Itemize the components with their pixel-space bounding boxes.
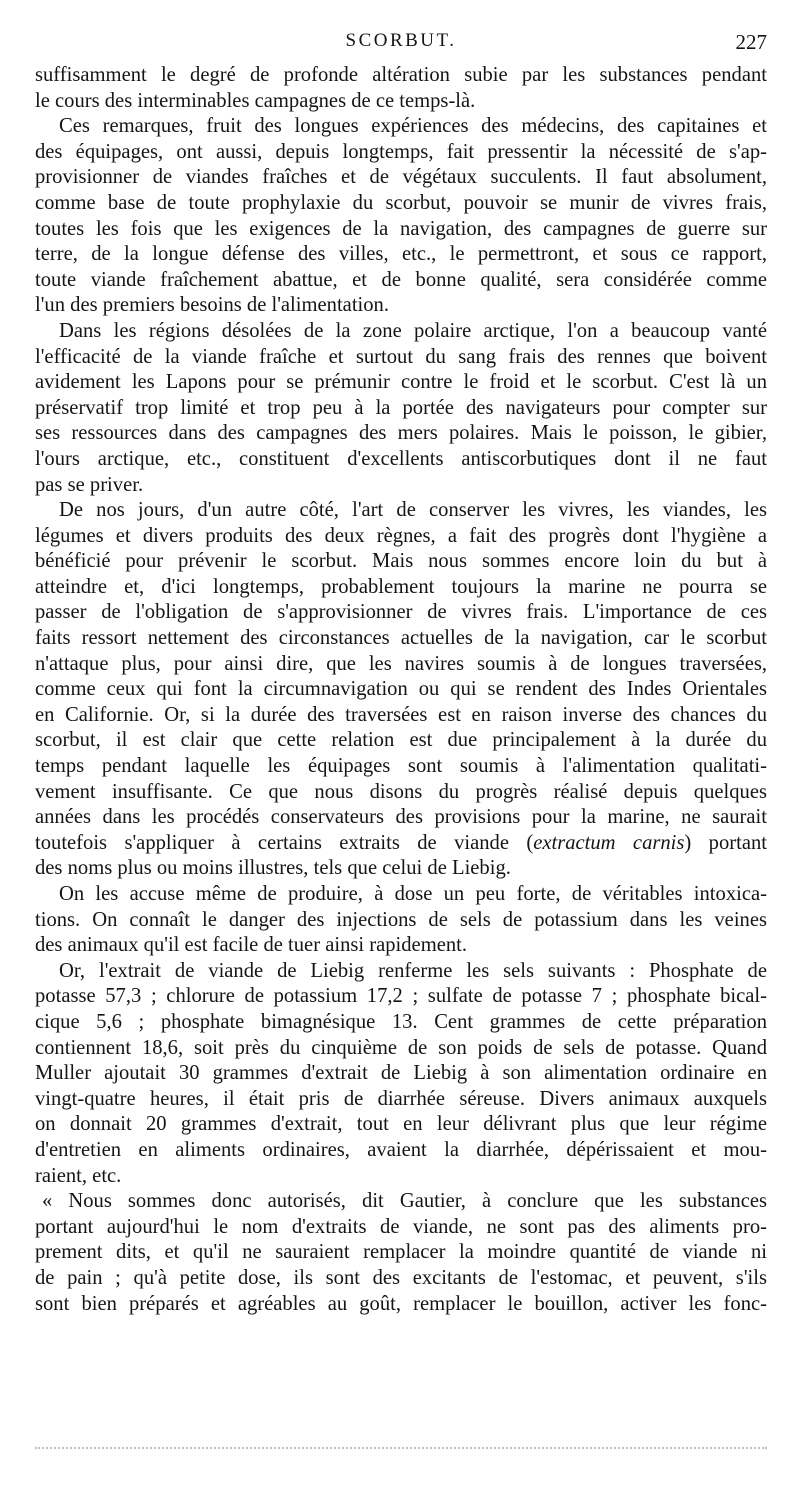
- text-line: l'ours arctique, etc., constituent d'excellents antiscorbutiques dont il ne faut: [35, 447, 767, 470]
- text-line: comme ceux qui font la circumnavigation ou qui se rendent des Indes Orientales: [35, 678, 767, 701]
- text-line: Dans les régions désolées de la zone polaire arctique, l'on a beaucoup vanté: [59, 319, 767, 342]
- text-line: l'un des premiers besoins de l'alimentation.: [35, 294, 390, 317]
- text-line: terre, de la longue défense des villes, etc., le permettront, et sous ce rapport,: [35, 243, 767, 266]
- text-line: ses ressources dans des campagnes des mers polaires. Mais le poisson, le gibier,: [35, 422, 767, 445]
- text-line: De nos jours, d'un autre côté, l'art de conserver les vivres, les viandes, les: [59, 499, 767, 522]
- text-line: pas se priver.: [35, 473, 144, 496]
- text-line: des noms plus ou moins illustres, tels que celui de Liebig.: [35, 857, 511, 880]
- text-line: Ces remarques, fruit des longues expériences des médecins, des capitaines et: [59, 115, 767, 138]
- text-line: contiennent 18,6, soit près du cinquième de son poids de sels de potasse. Quand: [35, 1036, 767, 1059]
- paragraph: [35, 319, 767, 498]
- text-line: des équipages, ont aussi, depuis longtemps, fait pressentir la nécessité de s'ap-: [35, 140, 767, 163]
- text-line: n'attaque plus, pour ainsi dire, que les navires soumis à de longues traversées,: [35, 652, 767, 675]
- text-line: toutefois s'appliquer à certains extraits de viande (extractum carnis) portant: [35, 831, 767, 854]
- text-line: d'entretien en aliments ordinaires, avaient la diarrhée, dépérissaient et mou-: [35, 1138, 767, 1161]
- bottom-dotted-rule: [35, 1447, 767, 1453]
- page-header: [35, 30, 767, 60]
- text-line: prement dits, et qu'il ne sauraient remplacer la moindre quantité de viande ni: [35, 1241, 767, 1264]
- text-line: années dans les procédés conservateurs des provisions pour la marine, ne saurait: [35, 806, 767, 829]
- text-line: scorbut, il est clair que cette relation est due principalement à la durée du: [35, 729, 767, 752]
- text-line: faits ressort nettement des circonstances actuelles de la navigation, car le scorbut: [35, 627, 767, 650]
- text-line: de pain ; qu'à petite dose, ils sont des excitants de l'estomac, et peuvent, s'ils: [35, 1266, 767, 1289]
- running-title: SCORBUT.: [345, 30, 457, 51]
- text-line: toute viande fraîchement abattue, et de bonne qualité, sera considérée comme: [35, 268, 767, 291]
- text-body: [35, 63, 767, 1317]
- paragraph: [35, 498, 767, 882]
- text-line: On les accuse même de produire, à dose un peu forte, de véritables intoxica-: [59, 883, 767, 905]
- text-line: vement insuffisante. Ce que nous disons du progrès réalisé depuis quelques: [35, 780, 767, 803]
- text-line: atteindre et, d'ici longtemps, probablement toujours la marine ne pourra se: [35, 575, 767, 598]
- text-line: l'efficacité de la viande fraîche et surtout du sang frais des rennes que boivent: [35, 345, 767, 368]
- text-line: provisionner de viandes fraîches et de végétaux succulents. Il faut absolument,: [35, 166, 767, 189]
- text-line: le cours des interminables campagnes de ce temps-là.: [35, 89, 476, 112]
- text-line: en Californie. Or, si la durée des traversées est en raison inverse des chances du: [35, 703, 767, 726]
- text-line: on donnait 20 grammes d'extrait, tout en leur délivrant plus que leur régime: [35, 1113, 767, 1136]
- text-line: préservatif trop limité et trop peu à la portée des navigateurs pour compter sur: [35, 396, 767, 419]
- text-line: comme base de toute prophylaxie du scorbut, pouvoir se munir de vivres frais,: [35, 191, 767, 214]
- text-line: potasse 57,3 ; chlorure de potassium 17,2 ; sulfate de potasse 7 ; phosphate bical-: [35, 985, 767, 1008]
- text-line: avidement les Lapons pour se prémunir contre le froid et le scorbut. C'est là un: [35, 371, 767, 394]
- text-line: vingt-quatre heures, il était pris de diarrhée séreuse. Divers animaux auxquels: [35, 1087, 767, 1110]
- text-line: légumes et divers produits des deux règnes, a fait des progrès dont l'hygiène a: [35, 524, 767, 547]
- text-line: Muller ajoutait 30 grammes d'extrait de Liebig à son alimentation ordinaire en: [35, 1062, 767, 1085]
- text-line: suffisamment le degré de profonde altération subie par les substances pendant: [35, 64, 767, 86]
- text-line: « Nous sommes donc autorisés, dit Gautier, à conclure que les substances: [42, 1190, 767, 1213]
- text-line: passer de l'obligation de s'approvisionner de vivres frais. L'importance de ces: [35, 601, 767, 624]
- text-line: tions. On connaît le danger des injections de sels de potassium dans les veines: [35, 908, 767, 931]
- text-line: des animaux qu'il est facile de tuer ainsi rapidement.: [35, 934, 468, 957]
- text-line: portant aujourd'hui le nom d'extraits de viande, ne sont pas des aliments pro-: [35, 1215, 767, 1238]
- text-line: temps pendant laquelle les équipages sont soumis à l'alimentation qualitati-: [35, 755, 767, 778]
- text-line: Or, l'extrait de viande de Liebig renferme les sels suivants : Phosphate de: [59, 959, 767, 982]
- text-line: raient, etc.: [35, 1164, 122, 1187]
- text-line: sont bien préparés et agréables au goût, remplacer le bouillon, activer les fonc-: [35, 1292, 767, 1315]
- text-line: bénéficié pour prévenir le scorbut. Mais nous sommes encore loin du but à: [35, 550, 767, 573]
- text-line: cique 5,6 ; phosphate bimagnésique 13. Cent grammes de cette préparation: [35, 1010, 767, 1033]
- paragraph: [35, 959, 767, 1189]
- paragraph: [35, 882, 767, 959]
- paragraph: [35, 114, 767, 319]
- page-number: 227: [735, 30, 767, 54]
- text-line: toutes les fois que les exigences de la navigation, des campagnes de guerre sur: [35, 217, 767, 240]
- paragraph: [35, 63, 767, 114]
- paragraph: [35, 1189, 767, 1317]
